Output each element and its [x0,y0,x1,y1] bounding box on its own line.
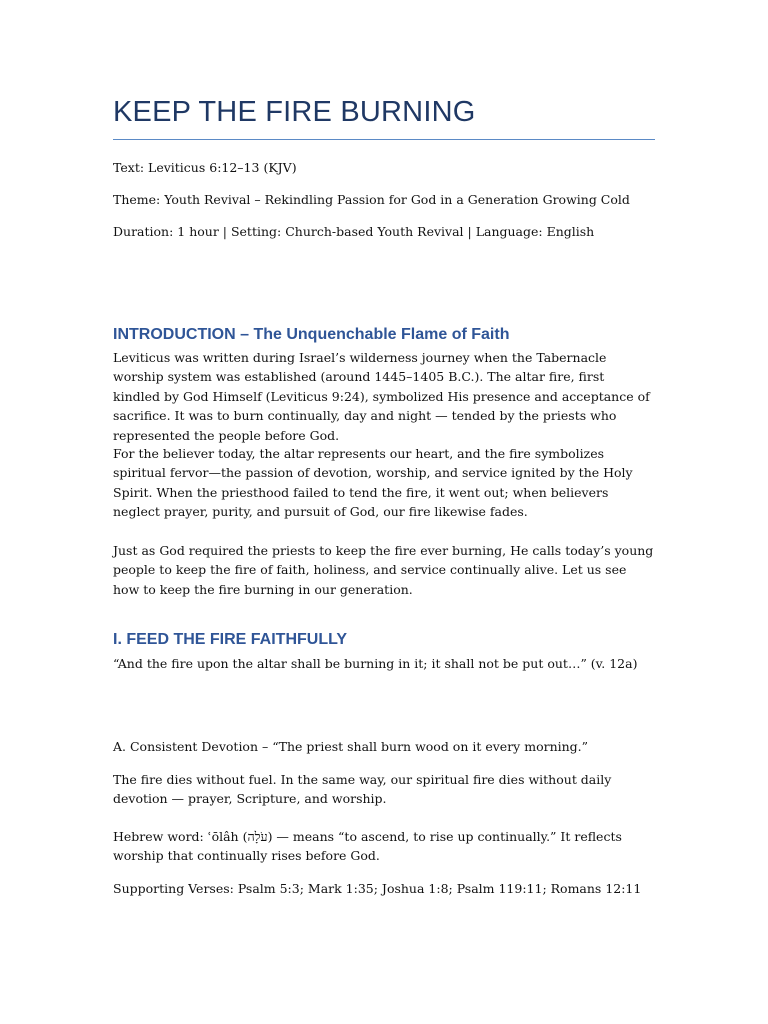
fuel-paragraph: The fire dies without fuel. In the same way, our spiritual fire dies without daily devotion — prayer, Scripture, and worship. [113,772,612,807]
section-1-heading: I. FEED THE FIRE FAITHFULLY [113,631,348,648]
meta-text-reference: Text: Leviticus 6:12–13 (KJV) [113,160,297,175]
introduction-paragraph-2: For the believer today, the altar represents our heart, and the fire symbolizes spiritual fervor—the passion of devotion, worship, and service ignited by the Holy Spirit. When the priesthood failed to tend the fire, it went out; when believers neglect prayer, purity, and pursuit of God, our fire likewise fades. [113,446,633,520]
document-title: KEEP THE FIRE BURNING [113,96,476,128]
point-a-heading: A. Consistent Devotion – “The priest shall burn wood on it every morning.” [113,739,589,754]
hebrew-word-paragraph: Hebrew word: ʿōlâh (עֹלָה) — means “to ascend, to rise up continually.” It reflects worship that continually rises before God. [113,829,622,864]
introduction-heading: INTRODUCTION – The Unquenchable Flame of Faith [113,326,510,343]
section-1-verse: “And the fire upon the altar shall be burning in it; it shall not be put out…” (v. 12a) [113,656,638,671]
introduction-paragraph-3: Just as God required the priests to keep the fire ever burning, He calls today’s young people to keep the fire of faith, holiness, and service continually alive. Let us see how to keep the fire burning in our generation. [113,543,654,597]
title-underline [113,139,655,140]
meta-duration: Duration: 1 hour | Setting: Church-based Youth Revival | Language: English [113,224,595,239]
supporting-verses: Supporting Verses: Psalm 5:3; Mark 1:35; Joshua 1:8; Psalm 119:11; Romans 12:11 [113,881,642,896]
meta-theme: Theme: Youth Revival – Rekindling Passion for God in a Generation Growing Cold [113,192,630,207]
introduction-paragraph-1: Leviticus was written during Israel’s wilderness journey when the Tabernacle worship system was established (around 1445–1405 B.C.). The altar fire, first kindled by God Himself (Leviticus 9:24), symbolized His presence and acceptance of sacrifice. It was to burn continually, day and night — tended by the priests who represented the people before God. [113,350,650,443]
